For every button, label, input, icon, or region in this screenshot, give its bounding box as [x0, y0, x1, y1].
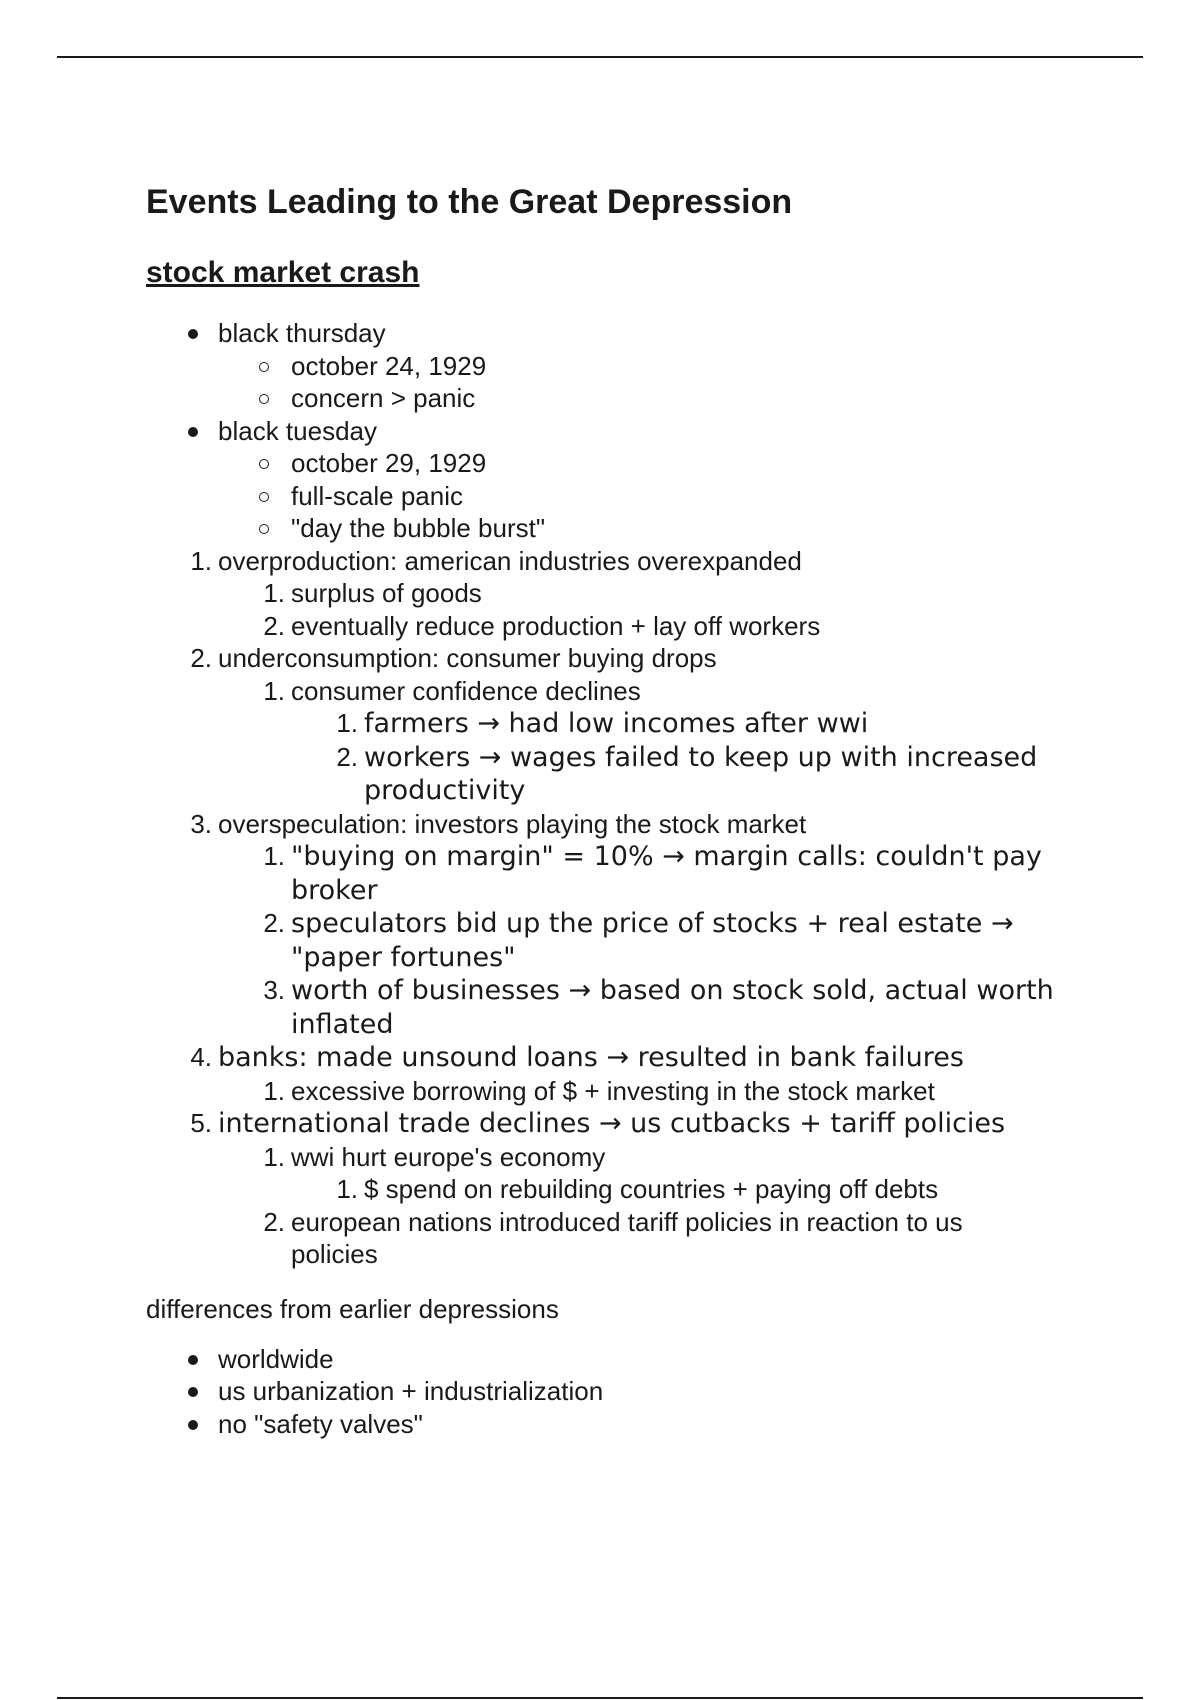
- list-item: [146, 447, 1106, 480]
- list-item-text: overspeculation: investors playing the stock market: [218, 808, 807, 839]
- list-item: [146, 874, 1106, 908]
- list-number: 1.: [336, 708, 358, 738]
- list-item: [146, 545, 1106, 578]
- list-item-text: european nations introduced tariff policies in reaction to us: [291, 1206, 963, 1237]
- list-number: 1.: [263, 675, 285, 706]
- list-item: [146, 512, 1106, 545]
- document-title: Events Leading to the Great Depression: [146, 183, 793, 221]
- list-number: 1.: [263, 578, 285, 608]
- list-item: [146, 317, 1106, 350]
- list-item-text: black tuesday: [218, 415, 377, 446]
- list-item-text: underconsumption: consumer buying drops: [218, 643, 717, 673]
- list-item: [146, 1343, 1106, 1376]
- list-item: [146, 1206, 1106, 1239]
- list-item-text: speculators bid up the price of stocks + real estate →: [291, 908, 1014, 939]
- list-item-text: "buying on margin" = 10% → margin calls: couldn't pay: [291, 841, 1042, 872]
- list-number: 1.: [263, 1141, 285, 1172]
- list-number: 4.: [190, 1042, 212, 1072]
- list-item-text: eventually reduce production + lay off workers: [291, 610, 821, 641]
- list-item: [146, 1041, 1106, 1075]
- list-item-text: "paper fortunes": [291, 941, 516, 973]
- differences-heading: differences from earlier depressions: [146, 1293, 559, 1324]
- circle-bullet-icon: [259, 394, 269, 404]
- list-item: [146, 1173, 1106, 1206]
- list-item-text: full-scale panic: [291, 480, 463, 511]
- list-item: [146, 941, 1106, 975]
- list-item-text: inflated: [291, 1008, 394, 1040]
- list-item-text: concern > panic: [291, 383, 476, 413]
- circle-bullet-icon: [259, 459, 269, 469]
- circle-bullet-icon: [259, 492, 269, 502]
- list-item: [146, 1107, 1106, 1141]
- list-item: [146, 1375, 1106, 1408]
- list-item: [146, 1141, 1106, 1174]
- list-item-text: us urbanization + industrialization: [218, 1376, 604, 1406]
- list-item: [146, 974, 1106, 1008]
- list-item: [146, 350, 1106, 383]
- bullet-icon: [188, 427, 198, 437]
- list-item-text: worth of businesses → based on stock sold, actual worth: [291, 975, 1054, 1006]
- list-item: [146, 415, 1106, 448]
- list-item-text: worldwide: [218, 1343, 334, 1374]
- bullet-icon: [188, 329, 198, 339]
- list-item: [146, 840, 1106, 874]
- circle-bullet-icon: [259, 362, 269, 372]
- list-item: [146, 577, 1106, 610]
- list-item-text: international trade declines → us cutbacks + tariff policies: [218, 1108, 1006, 1139]
- list-number: 2.: [190, 643, 212, 673]
- list-item-text: policies: [291, 1239, 378, 1269]
- list-number: 2.: [336, 741, 358, 772]
- list-item-text: $ spend on rebuilding countries + paying off debts: [364, 1174, 939, 1204]
- list-item: [146, 480, 1106, 513]
- differences-list: [146, 1343, 1106, 1441]
- list-item: [146, 642, 1106, 675]
- list-number: 3.: [190, 808, 212, 839]
- list-item-text: farmers → had low incomes after wwi: [364, 708, 869, 739]
- list-item-text: black thursday: [218, 318, 386, 348]
- list-item-text: october 24, 1929: [291, 350, 487, 381]
- list-item: [146, 382, 1106, 415]
- list-item: [146, 707, 1106, 741]
- list-item-text: wwi hurt europe's economy: [291, 1141, 606, 1172]
- crash-list: [146, 317, 1106, 1271]
- list-item: [146, 1075, 1106, 1108]
- circle-bullet-icon: [259, 524, 269, 534]
- list-item: [146, 1008, 1106, 1042]
- bottom-rule: [57, 1697, 1143, 1699]
- bullet-icon: [188, 1420, 198, 1430]
- list-item: [146, 1408, 1106, 1441]
- list-item: [146, 741, 1106, 775]
- list-item: [146, 774, 1106, 808]
- list-number: 2.: [263, 1206, 285, 1237]
- list-item-text: overproduction: american industries overexpanded: [218, 545, 802, 576]
- list-number: 1.: [190, 545, 212, 576]
- list-item-text: excessive borrowing of $ + investing in the stock market: [291, 1075, 935, 1106]
- list-number: 3.: [263, 975, 285, 1005]
- bullet-icon: [188, 1387, 198, 1397]
- list-item-text: productivity: [364, 775, 526, 806]
- document-page: [146, 180, 1106, 1440]
- list-item: [146, 808, 1106, 841]
- bullet-icon: [188, 1355, 198, 1365]
- list-item: [146, 1238, 1106, 1271]
- list-number: 1.: [263, 841, 285, 871]
- list-number: 1.: [336, 1174, 358, 1204]
- list-item: [146, 907, 1106, 941]
- list-item-text: october 29, 1929: [291, 448, 487, 478]
- list-number: 2.: [263, 908, 285, 938]
- list-item-text: "day the bubble burst": [291, 513, 546, 543]
- list-item-text: no "safety valves": [218, 1408, 423, 1439]
- list-item-text: banks: made unsound loans → resulted in bank failures: [218, 1042, 964, 1073]
- top-rule: [57, 56, 1143, 58]
- list-item-text: consumer confidence declines: [291, 675, 641, 706]
- list-item: [146, 610, 1106, 643]
- list-number: 5.: [190, 1108, 212, 1138]
- list-item-text: workers → wages failed to keep up with increased: [364, 741, 1038, 773]
- list-item-text: broker: [291, 874, 378, 906]
- list-item-text: surplus of goods: [291, 578, 482, 608]
- section-heading: stock market crash: [146, 256, 420, 289]
- list-number: 2.: [263, 610, 285, 641]
- list-item: [146, 675, 1106, 708]
- list-number: 1.: [263, 1075, 285, 1106]
